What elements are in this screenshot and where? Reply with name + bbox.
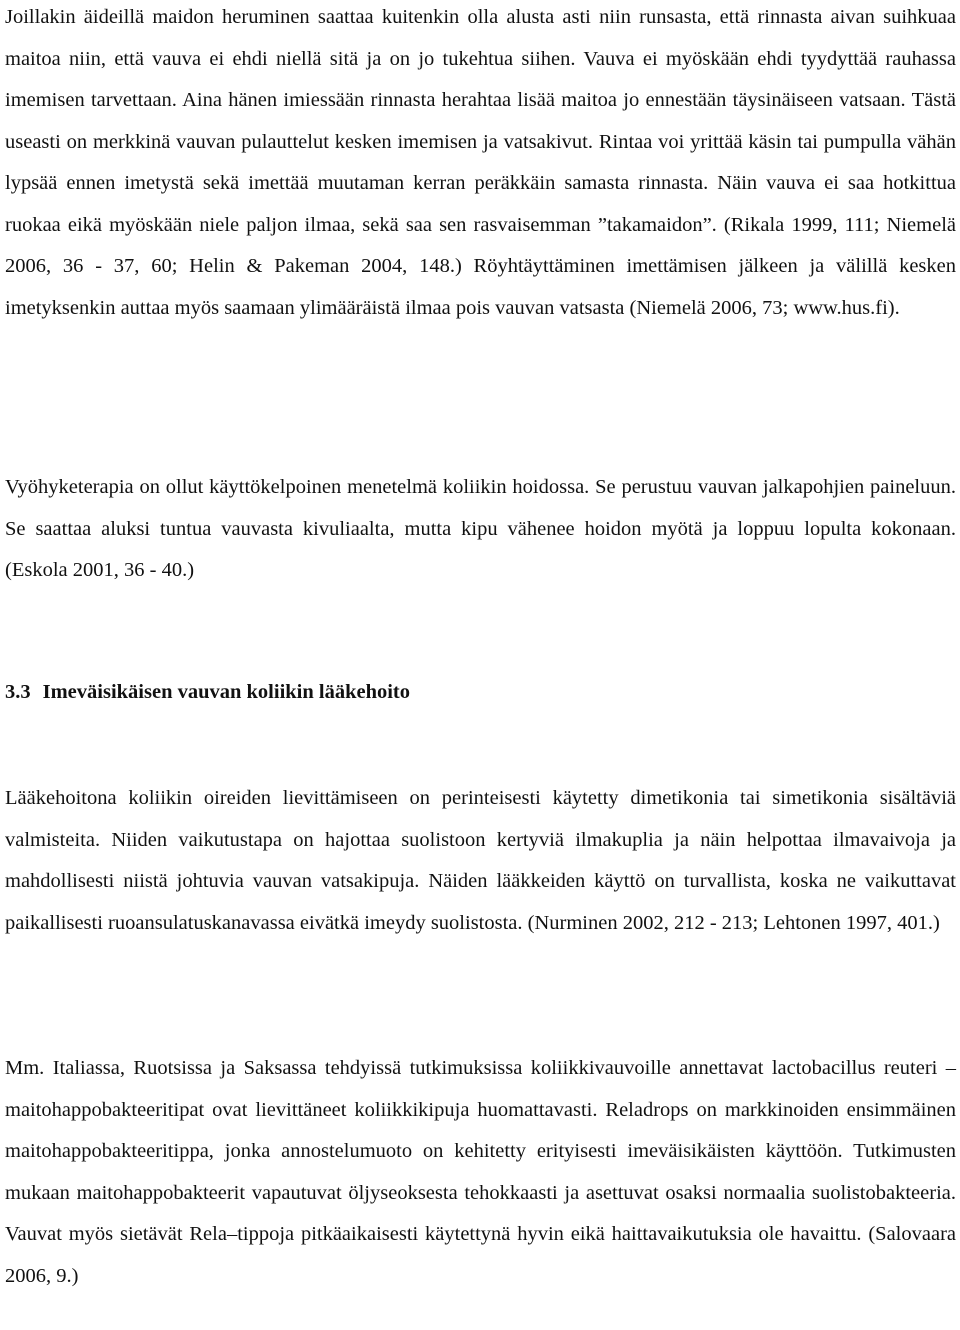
paragraph-probiotics: Mm. Italiassa, Ruotsissa ja Saksassa tehdyissä tutkimuksissa koliikkivauvoille annettavat lactobacillus reuteri –maitohappobakteeritipat ovat lievittäneet koliikkikipuja huomattavasti. Reladrops on markkinoiden ensimmäinen maitohappobakteeritippa, jonka annostelumuoto on kehitetty erityisesti imeväisikäisten käyttöön. Tutkimusten mukaan maitohappobakteerit vapautuvat öljyseoksesta tehokkaasti ja asettuvat osaksi normaalia suolistobakteeria. Vauvat myös sietävät Rela–tippoja pitkäaikaisesti käytettynä hyvin eikä haittavaikutuksia ole havaittu. (Salovaara 2006, 9.) xyxy=(5,1057,956,1287)
paragraph-medication: Lääkehoitona koliikin oireiden lievittämiseen on perinteisesti käytetty dimetikonia tai simetikonia sisältäviä valmisteita. Niiden vaikutustapa on hajottaa suolistoon kertyviä ilmakuplia ja näin helpottaa ilmavaivoja ja mahdollisesti niistä johtuvia vauvan vatsakipuja. Näiden lääkkeiden käyttö on turvallista, koska ne vaikuttavat paikallisesti ruoansulatuskanavassa eivätkä imeydy suolistosta. (Nurminen 2002, 212 - 213; Lehtonen 1997, 401.) xyxy=(5,787,956,934)
section-number: 3.3 xyxy=(5,681,31,703)
section-heading xyxy=(5,674,410,710)
section-title: Imeväisikäisen vauvan koliikin lääkehoito xyxy=(42,681,411,703)
paragraph-breastfeeding: Joillakin äideillä maidon heruminen saattaa kuitenkin olla alusta asti niin runsasta, että rinnasta aivan suihkuaa maitoa niin, että vauva ei ehdi niellä sitä ja on jo tukehtua siihen. Vauva ei myöskään ehdi tyydyttää rauhassa imemisen tarvettaan. Aina hänen imiessään rinnasta herahtaa lisää maitoa jo ennestään täysinäiseen vatsaan. Tästä useasti on merkkinä vauvan pulauttelut kesken imemisen ja vatsakivut. Rintaa voi yrittää käsin tai pumpulla vähän lypsää ennen imetystä sekä imettää muutaman kerran peräkkäin samasta rinnasta. Näin vauva ei saa hotkittua ruokaa eikä myöskään niele paljon ilmaa, sekä saa sen rasvaisemman ”takamaidon”. (Rikala 1999, 111; Niemelä 2006, 36 - 37, 60; Helin & Pakeman 2004, 148.) Röyhtäyttäminen imettämisen jälkeen ja välillä kesken imetyksenkin auttaa myös saamaan ylimääräistä ilmaa pois vauvan vatsasta (Niemelä 2006, 73; www.hus.fi). xyxy=(5,6,956,319)
paragraph-reflexology: Vyöhyketerapia on ollut käyttökelpoinen menetelmä koliikin hoidossa. Se perustuu vauvan jalkapohjien paineluun. Se saattaa aluksi tuntua vauvasta kivuliaalta, mutta kipu vähenee hoidon myötä ja loppuu lopulta kokonaan. (Eskola 2001, 36 - 40.) xyxy=(5,476,956,581)
